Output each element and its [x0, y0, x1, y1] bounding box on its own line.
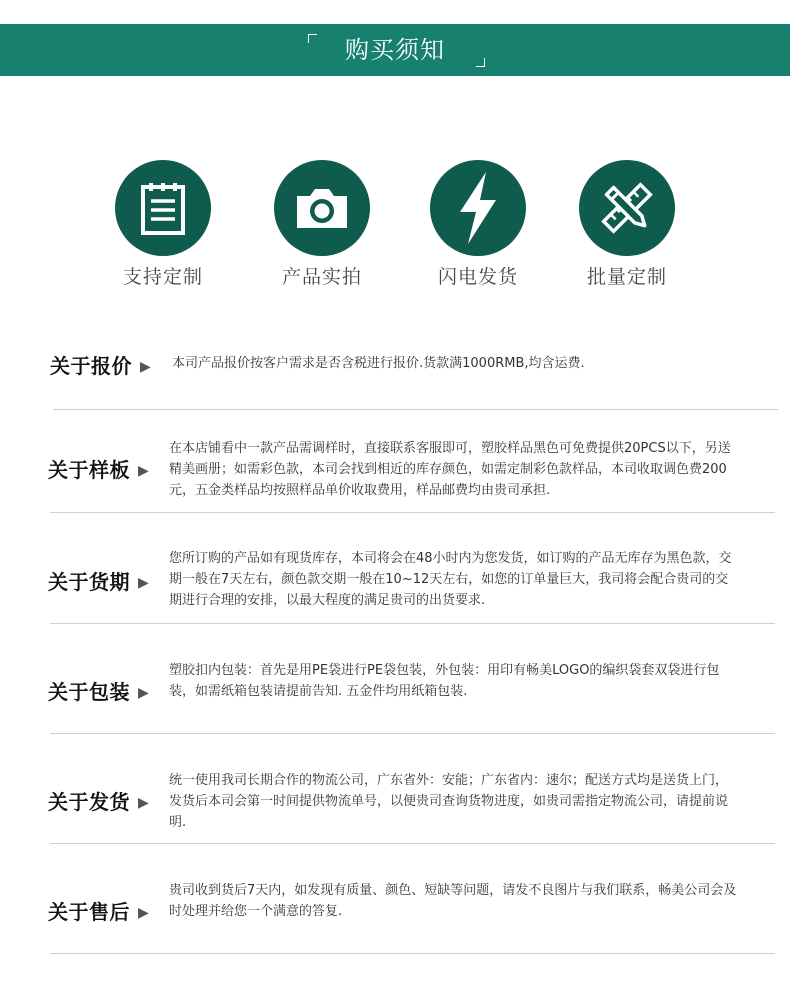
feature-label: 支持定制: [122, 266, 203, 288]
divider: [50, 843, 775, 844]
play-arrow-icon: ▶: [138, 685, 150, 701]
section-text: 在本店铺看中一款产品需调样时，直接联系客服即可，塑胶样品黑色可免费提供20PCS以下，另送精美画册；如需彩色款，本司会找到相近的库存颜色，如需定制彩色款样品，本司收取调色费200元，五金类样品均按照样品单价收取费用，样品邮费均由贵司承担.: [169, 441, 731, 498]
divider: [50, 733, 775, 734]
divider: [50, 512, 775, 513]
pencil-ruler-icon: [579, 160, 675, 256]
section-title: 关于发货 ▶: [48, 790, 150, 814]
divider: [53, 409, 778, 410]
section-text: 本司产品报价按客户需求是否含税进行报价.货款满1000RMB,均含运费.: [172, 356, 585, 371]
section-text: 统一使用我司长期合作的物流公司，广东省外：安能；广东省内：速尔；配送方式均是送货上门，发货后本司会第一时间提供物流单号，以便贵司查询货物进度，如贵司需指定物流公司，请提前说明.: [169, 773, 729, 830]
camera-icon: [274, 160, 370, 256]
play-arrow-icon: ▶: [140, 359, 152, 375]
section-title: 关于货期 ▶: [48, 570, 150, 594]
divider: [50, 623, 775, 624]
section-text: 贵司收到货后7天内，如发现有质量、颜色、短缺等问题，请发不良图片与我们联系，畅美公司会及时处理并给您一个满意的答复.: [169, 883, 737, 919]
corner-bracket-bottom-right: [476, 58, 485, 67]
feature-label: 批量定制: [586, 266, 667, 288]
section-title: 关于包装 ▶: [48, 680, 150, 704]
header-banner: [0, 24, 790, 76]
section-title: 关于样板 ▶: [48, 458, 150, 482]
feature-custom: [113, 160, 213, 288]
section-text: 您所订购的产品如有现货库存，本司将会在48小时内为您发货，如订购的产品无库存为黑色款，交期一般在7天左右，颜色款交期一般在10~12天左右，如您的订单量巨大，我司将会配合贵司的交期进行合理的安排，以最大程度的满足贵司的出货要求.: [169, 551, 732, 608]
play-arrow-icon: ▶: [138, 905, 150, 921]
feature-label: 产品实拍: [281, 266, 362, 288]
section-title: 关于售后 ▶: [48, 900, 150, 924]
notepad-icon: [115, 160, 211, 256]
lightning-icon: [430, 160, 526, 256]
section-title: 关于报价 ▶: [50, 354, 152, 378]
divider: [50, 953, 775, 954]
feature-fast-shipping: [428, 160, 528, 288]
play-arrow-icon: ▶: [138, 575, 150, 591]
play-arrow-icon: ▶: [138, 463, 150, 479]
feature-label: 闪电发货: [437, 266, 518, 288]
feature-photos: [272, 160, 372, 288]
page-title: 购买须知: [345, 36, 445, 64]
section-text: 塑胶扣内包装：首先是用PE袋进行PE袋包装，外包装：用印有畅美LOGO的编织袋套双袋进行包装，如需纸箱包装请提前告知. 五金件均用纸箱包装.: [169, 663, 720, 699]
feature-bulk-custom: [577, 160, 677, 288]
play-arrow-icon: ▶: [138, 795, 150, 811]
